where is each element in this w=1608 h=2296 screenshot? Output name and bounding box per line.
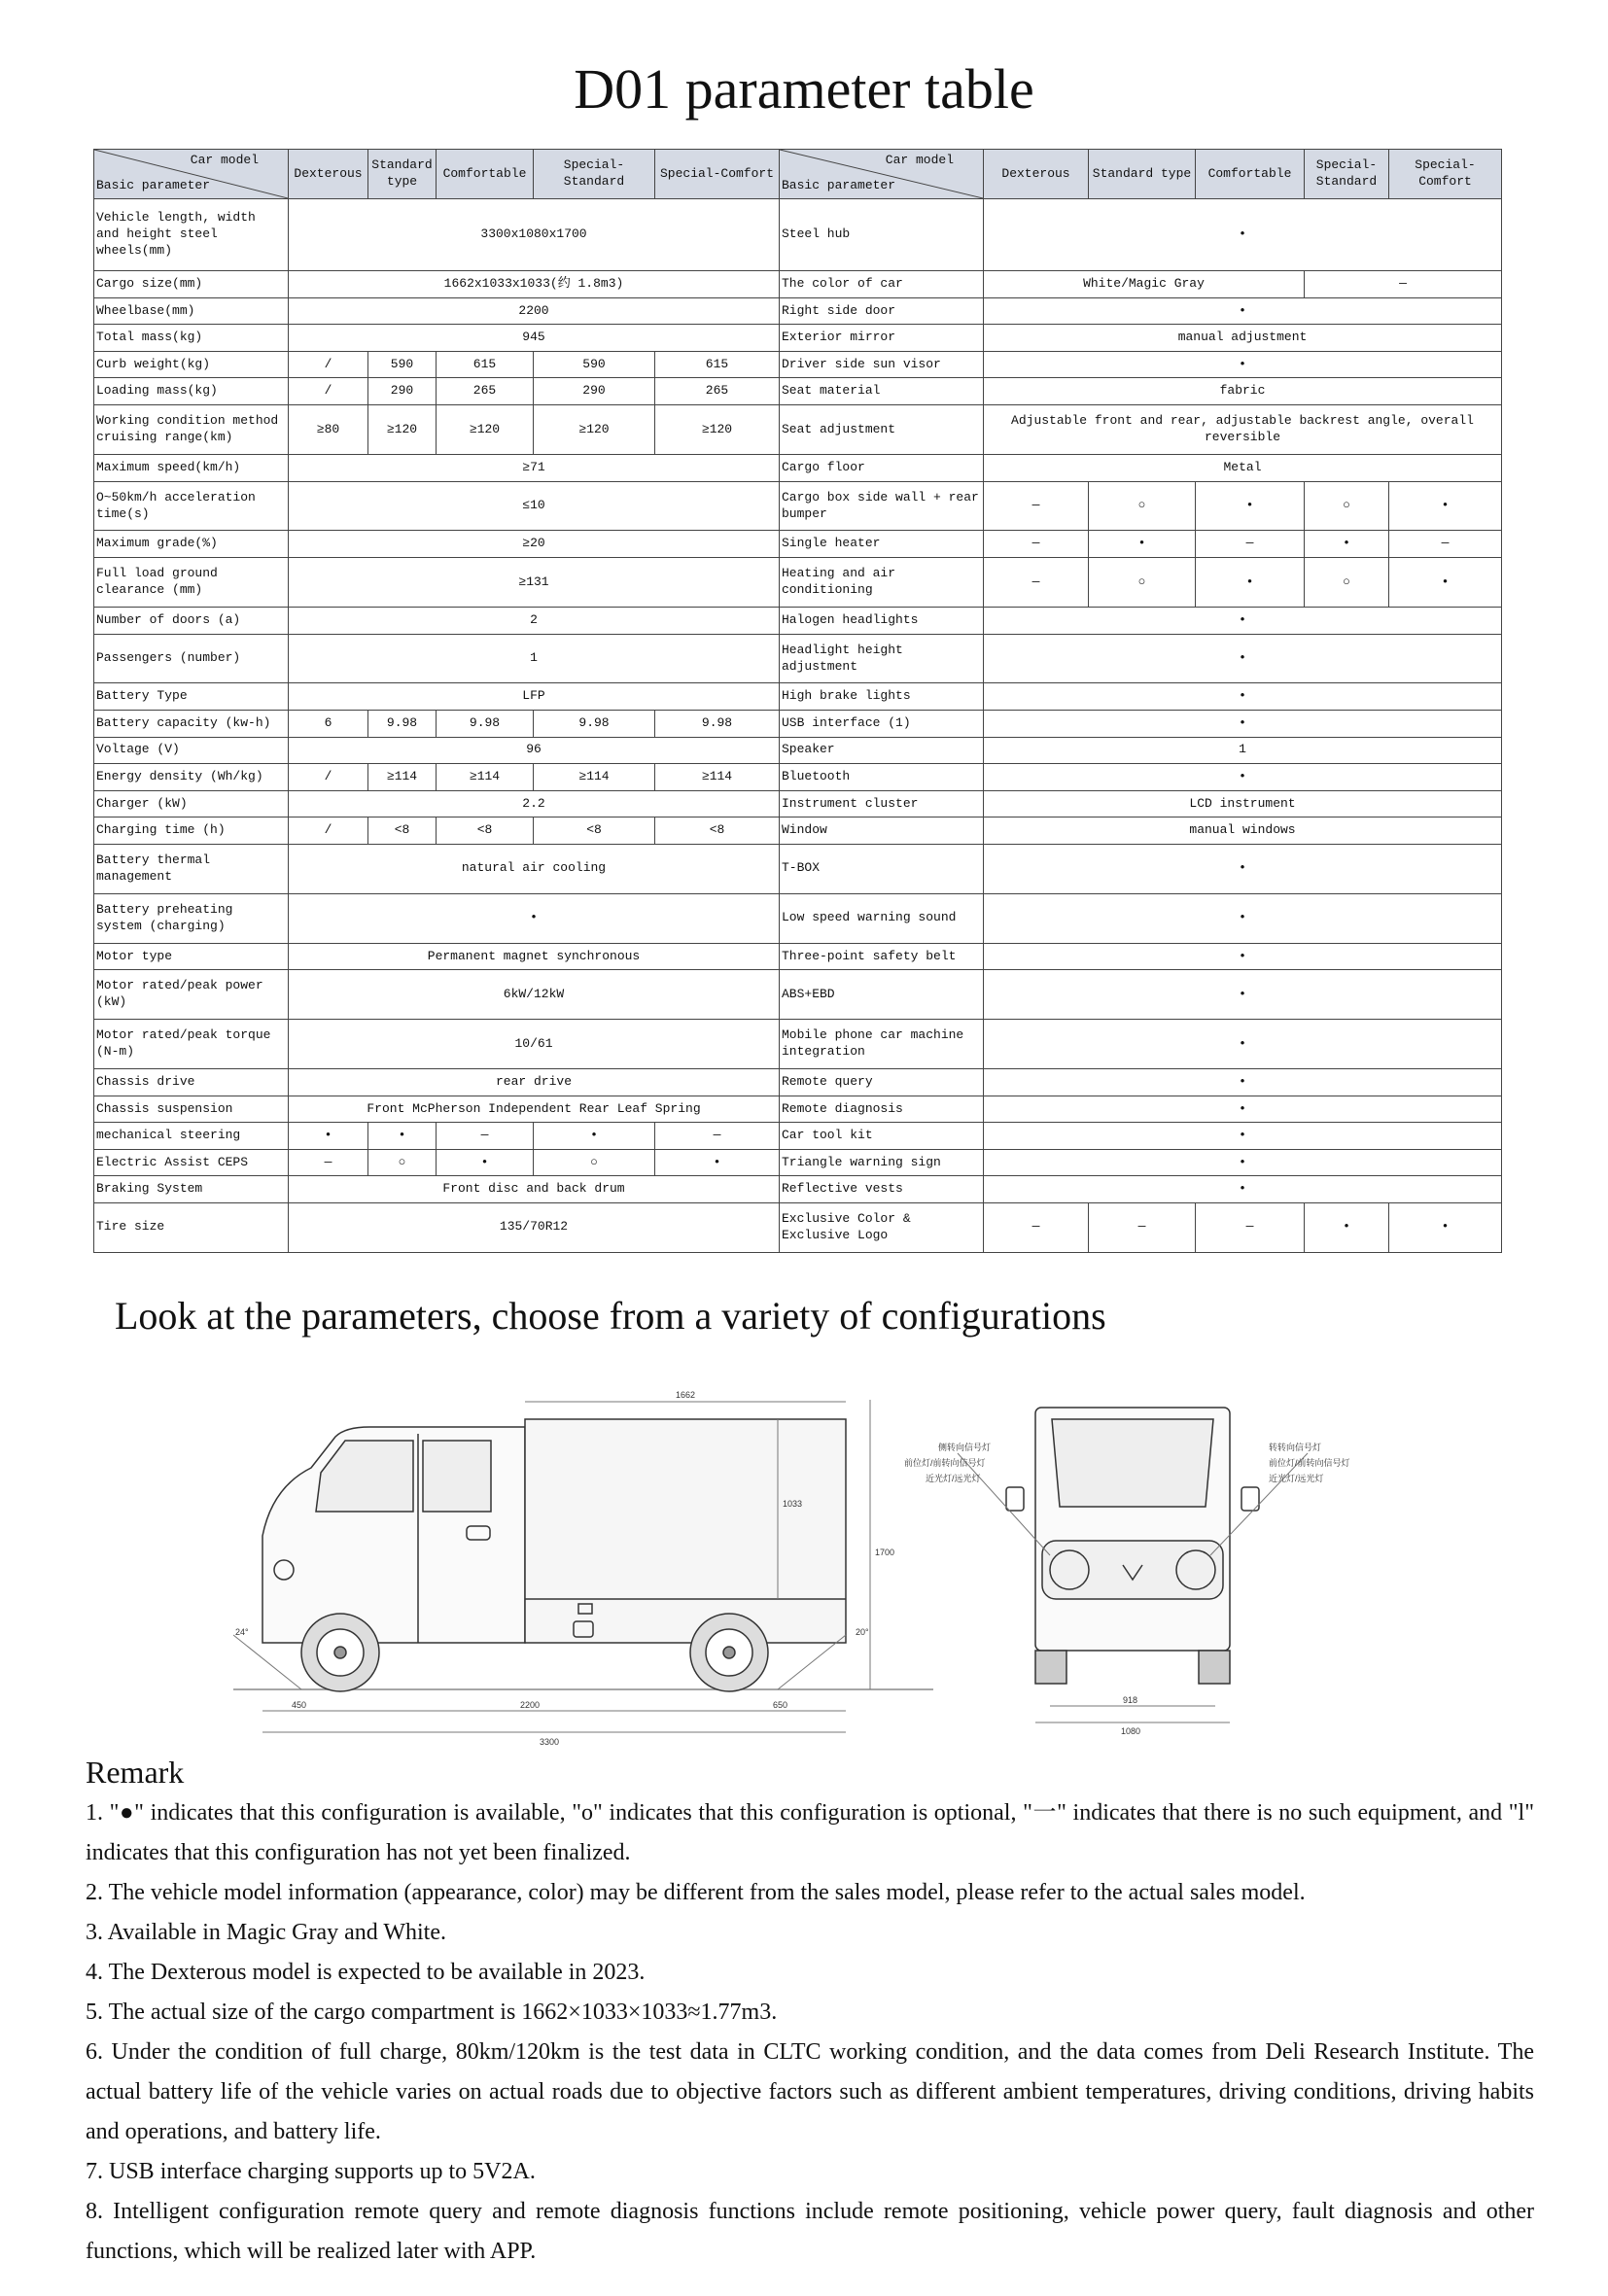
parameter-value: — [984,558,1089,608]
remark-4: 4. The Dexterous model is expected to be available in 2023. [86,1960,646,1985]
parameter-value: / [289,351,368,378]
table-header-row [94,150,1502,199]
parameter-value: ≥120 [534,405,655,455]
parameter-value: 9.98 [437,711,534,738]
parameter-value: 1 [984,737,1502,764]
remark-3: 3. Available in Magic Gray and White. [86,1920,447,1945]
remark-8: 8. Intelligent configuration remote query and remote diagnosis functions include remote positioning, vehicle power query, fault diagnosis and other functions, which will be realized later with APP. [86,2199,1534,2264]
parameter-label: Cargo box side wall + rear bumper [780,481,984,531]
parameter-value: • [289,893,780,943]
header-model-right: Special-Comfort [1389,150,1502,199]
parameter-value: • [984,943,1502,970]
vehicle-drawings [233,1380,1497,1750]
corner-basic-label: Basic parameter [96,178,211,193]
parameter-value: 615 [655,351,780,378]
parameter-label: Battery thermal management [94,844,289,893]
parameter-value: ○ [1089,481,1196,531]
parameter-value: 2.2 [289,790,780,818]
page-title: D01 parameter table [574,57,1034,121]
parameter-label: Maximum speed(km/h) [94,454,289,481]
parameter-value: • [984,351,1502,378]
table-row [94,607,1502,634]
side-view [233,1400,933,1732]
parameter-label: Tire size [94,1202,289,1252]
parameter-value: 10/61 [289,1020,780,1069]
parameter-label: Car tool kit [780,1123,984,1150]
header-model-left: Dexterous [289,150,368,199]
remark-5: 5. The actual size of the cargo compartment is 1662×1033×1033≈1.77m3. [86,2000,778,2025]
parameter-value: 135/70R12 [289,1202,780,1252]
front-label-2: 前位灯/前转向信号灯 [904,1458,986,1468]
table-row [94,970,1502,1020]
parameter-label: Triangle warning sign [780,1149,984,1176]
table-row [94,844,1502,893]
front-label-right-2: 前位灯/前转向信号灯 [1269,1458,1350,1468]
parameter-value: ○ [1305,481,1389,531]
dim-front-overhang: 450 [292,1700,307,1710]
front-label-right-3: 近光灯/远光灯 [1269,1474,1324,1483]
parameter-label: Curb weight(kg) [94,351,289,378]
parameter-label: Mobile phone car machine integration [780,1020,984,1069]
parameter-value: Front McPherson Independent Rear Leaf Spring [289,1096,780,1123]
parameter-value: 3300x1080x1700 [289,198,780,270]
parameter-value: • [984,198,1502,270]
parameter-value: • [1389,481,1502,531]
parameter-label: Wheelbase(mm) [94,297,289,325]
parameter-label: Electric Assist CEPS [94,1149,289,1176]
parameter-value: White/Magic Gray [984,271,1305,298]
parameter-label: Battery preheating system (charging) [94,893,289,943]
dim-length: 3300 [540,1737,560,1747]
dim-cargo-length: 1662 [676,1390,696,1400]
parameter-label: Battery capacity (kw-h) [94,711,289,738]
parameter-label: Exterior mirror [780,325,984,352]
parameter-label: Cargo floor [780,454,984,481]
parameter-label: Heating and air conditioning [780,558,984,608]
parameter-value: • [289,1123,368,1150]
parameter-label: Battery Type [94,683,289,711]
parameter-label: Three-point safety belt [780,943,984,970]
parameter-label: USB interface (1) [780,711,984,738]
front-view [958,1408,1308,1722]
header-corner-left [94,150,289,199]
table-row [94,893,1502,943]
header-model-left: Special-Comfort [655,150,780,199]
parameter-label: Right side door [780,297,984,325]
table-row [94,818,1502,845]
parameter-value: ○ [534,1149,655,1176]
parameter-label: Number of doors (a) [94,607,289,634]
parameter-label: Steel hub [780,198,984,270]
parameter-value: • [1196,481,1305,531]
table-row [94,454,1502,481]
parameter-value: Front disc and back drum [289,1176,780,1203]
corner-model-label: Car model [190,153,259,167]
parameter-value: 945 [289,325,780,352]
header-model-left: Special-Standard [534,150,655,199]
dim-rear-overhang: 650 [773,1700,788,1710]
table-row [94,405,1502,455]
table-row [94,1123,1502,1150]
parameter-value: — [1089,1202,1196,1252]
parameter-value: 265 [437,378,534,405]
header-model-right: Standard type [1089,150,1196,199]
parameter-value: — [1196,1202,1305,1252]
table-row [94,378,1502,405]
table-row [94,1020,1502,1069]
parameter-value: manual windows [984,818,1502,845]
parameter-value: • [984,634,1502,683]
parameter-value: • [1196,558,1305,608]
remark-7: 7. USB interface charging supports up to 5V2A. [86,2159,536,2184]
parameter-label: Reflective vests [780,1176,984,1203]
table-row [94,325,1502,352]
parameter-value: ○ [368,1149,437,1176]
parameter-label: Braking System [94,1176,289,1203]
parameter-label: Total mass(kg) [94,325,289,352]
table-row [94,297,1502,325]
parameter-value: — [1196,531,1305,558]
parameter-value: — [289,1149,368,1176]
parameter-label: mechanical steering [94,1123,289,1150]
parameter-value: • [984,970,1502,1020]
parameter-label: Passengers (number) [94,634,289,683]
parameter-label: Seat adjustment [780,405,984,455]
table-row [94,1176,1502,1203]
parameter-value: ≥120 [368,405,437,455]
parameter-value: Permanent magnet synchronous [289,943,780,970]
parameter-value: — [984,531,1089,558]
header-model-right: Dexterous [984,150,1089,199]
table-row [94,943,1502,970]
parameter-value: fabric [984,378,1502,405]
front-label-right-1: 转转向信号灯 [1269,1443,1322,1452]
table-row [94,790,1502,818]
parameter-value: / [289,818,368,845]
parameter-value: 96 [289,737,780,764]
parameter-value: 2200 [289,297,780,325]
parameter-value: 590 [368,351,437,378]
parameter-value: natural air cooling [289,844,780,893]
parameter-value: • [984,1123,1502,1150]
parameter-label: Remote diagnosis [780,1096,984,1123]
parameter-value: rear drive [289,1069,780,1096]
table-row [94,683,1502,711]
parameter-label: Exclusive Color & Exclusive Logo [780,1202,984,1252]
parameter-value: Metal [984,454,1502,481]
parameter-value: / [289,764,368,791]
parameter-label: The color of car [780,271,984,298]
parameter-value: ≥114 [534,764,655,791]
parameter-label: Instrument cluster [780,790,984,818]
parameter-label: Bluetooth [780,764,984,791]
parameter-table [93,149,1502,1253]
parameter-value: ≥114 [368,764,437,791]
dim-height: 1700 [875,1548,895,1557]
parameter-value: <8 [368,818,437,845]
table-row [94,1096,1502,1123]
parameter-value: 290 [368,378,437,405]
parameter-label: Charging time (h) [94,818,289,845]
parameter-label: Maximum grade(%) [94,531,289,558]
parameter-value: — [437,1123,534,1150]
parameter-label: Charger (kW) [94,790,289,818]
parameter-value: ≥114 [655,764,780,791]
table-row [94,198,1502,270]
parameter-value: • [984,844,1502,893]
table-row [94,711,1502,738]
parameter-value: ○ [1305,558,1389,608]
parameter-value: • [655,1149,780,1176]
parameter-label: Full load ground clearance (mm) [94,558,289,608]
parameter-value: • [1389,558,1502,608]
parameter-value: ≥114 [437,764,534,791]
parameter-value: LFP [289,683,780,711]
parameter-value: — [984,1202,1089,1252]
parameter-value: • [437,1149,534,1176]
parameter-label: Motor rated/peak power (kW) [94,970,289,1020]
remark-6: 6. Under the condition of full charge, 80km/120km is the test data in CLTC working condition, and the data comes from Deli Research Institute. The actual battery life of the vehicle varies on actual roads due to objective factors such as different ambient temperatures, driving conditions, driving habits and operations, and battery life. [86,2039,1534,2144]
table-row [94,351,1502,378]
parameter-label: Working condition method cruising range(km) [94,405,289,455]
header-model-left: Standard type [368,150,437,199]
parameter-value: ≥120 [437,405,534,455]
parameter-value: 9.98 [655,711,780,738]
remark-1: 1. "●" indicates that this configuration is available, "o" indicates that this configuration is optional, "一" indicates that there is no such equipment, and "l" indicates that this configuration has not yet been finalized. [86,1800,1534,1865]
parameter-value: • [984,683,1502,711]
parameter-value: 9.98 [368,711,437,738]
parameter-value: • [984,711,1502,738]
parameter-value: 1 [289,634,780,683]
remark-title: Remark [86,1755,185,1790]
table-row [94,1202,1502,1252]
parameter-value: 6 [289,711,368,738]
header-model-right: Special-Standard [1305,150,1389,199]
parameter-value: Adjustable front and rear, adjustable backrest angle, overall reversible [984,405,1502,455]
header-model-right: Comfortable [1196,150,1305,199]
parameter-value: — [1305,271,1502,298]
parameter-value: • [984,764,1502,791]
parameter-value: 615 [437,351,534,378]
table-row [94,481,1502,531]
parameter-value: • [368,1123,437,1150]
parameter-label: Vehicle length, width and height steel wheels(mm) [94,198,289,270]
section-subtitle: Look at the parameters, choose from a variety of configurations [115,1294,1106,1338]
parameter-value: <8 [534,818,655,845]
parameter-value: LCD instrument [984,790,1502,818]
parameter-value: • [984,1149,1502,1176]
dim-track: 918 [1123,1695,1138,1705]
header-model-left: Comfortable [437,150,534,199]
header-corner-right [780,150,984,199]
corner-model-label: Car model [885,153,954,167]
table-row [94,737,1502,764]
parameter-value: ≤10 [289,481,780,531]
parameter-label: Chassis suspension [94,1096,289,1123]
parameter-label: Voltage (V) [94,737,289,764]
parameter-value: ≥71 [289,454,780,481]
table-row [94,271,1502,298]
parameter-value: ≥80 [289,405,368,455]
parameter-value: • [1305,1202,1389,1252]
parameter-label: Remote query [780,1069,984,1096]
parameter-value: ≥131 [289,558,780,608]
parameter-value: / [289,378,368,405]
parameter-label: Motor rated/peak torque (N-m) [94,1020,289,1069]
dim-cargo-height: 1033 [783,1499,803,1509]
parameter-value: 6kW/12kW [289,970,780,1020]
parameter-value: 590 [534,351,655,378]
corner-basic-label: Basic parameter [782,178,896,193]
parameter-value: • [984,1176,1502,1203]
front-label-3: 近光灯/远光灯 [926,1474,981,1483]
parameter-label: Headlight height adjustment [780,634,984,683]
parameter-label: Driver side sun visor [780,351,984,378]
parameter-label: Loading mass(kg) [94,378,289,405]
parameter-label: Motor type [94,943,289,970]
table-row [94,1149,1502,1176]
parameter-label: Speaker [780,737,984,764]
parameter-value: — [655,1123,780,1150]
parameter-label: ABS+EBD [780,970,984,1020]
dim-wheelbase: 2200 [520,1700,541,1710]
parameter-label: T-BOX [780,844,984,893]
parameter-value: • [984,297,1502,325]
parameter-label: High brake lights [780,683,984,711]
parameter-value: • [1305,531,1389,558]
parameter-label: Halogen headlights [780,607,984,634]
parameter-value: • [984,607,1502,634]
parameter-label: Cargo size(mm) [94,271,289,298]
parameter-label: Window [780,818,984,845]
table-row [94,558,1502,608]
front-label-1: 侧转向信号灯 [938,1443,992,1452]
parameter-value: — [984,481,1089,531]
remark-2: 2. The vehicle model information (appearance, color) may be different from the sales model, please refer to the actual sales model. [86,1880,1306,1905]
parameter-value: <8 [655,818,780,845]
parameter-value: 1662x1033x1033(约 1.8m3) [289,271,780,298]
dim-departure-angle: 20° [856,1627,869,1637]
parameter-label: Single heater [780,531,984,558]
parameter-value: — [1389,531,1502,558]
parameter-value: ○ [1089,558,1196,608]
parameter-value: <8 [437,818,534,845]
table-row [94,531,1502,558]
parameter-value: • [984,1096,1502,1123]
parameter-label: Chassis drive [94,1069,289,1096]
parameter-value: 2 [289,607,780,634]
parameter-value: • [984,1069,1502,1096]
parameter-value: ≥20 [289,531,780,558]
remarks-list [86,1793,1534,2272]
dim-approach-angle: 24° [235,1627,249,1637]
dim-width: 1080 [1121,1726,1141,1736]
table-row [94,764,1502,791]
parameter-label: O~50km/h acceleration time(s) [94,481,289,531]
parameter-label: Low speed warning sound [780,893,984,943]
parameter-value: • [984,893,1502,943]
parameter-value: 290 [534,378,655,405]
parameter-value: • [534,1123,655,1150]
parameter-value: ≥120 [655,405,780,455]
parameter-value: manual adjustment [984,325,1502,352]
parameter-value: 265 [655,378,780,405]
parameter-value: • [984,1020,1502,1069]
table-row [94,1069,1502,1096]
parameter-value: 9.98 [534,711,655,738]
parameter-value: • [1089,531,1196,558]
parameter-label: Seat material [780,378,984,405]
table-row [94,634,1502,683]
parameter-value: • [1389,1202,1502,1252]
parameter-label: Energy density (Wh/kg) [94,764,289,791]
